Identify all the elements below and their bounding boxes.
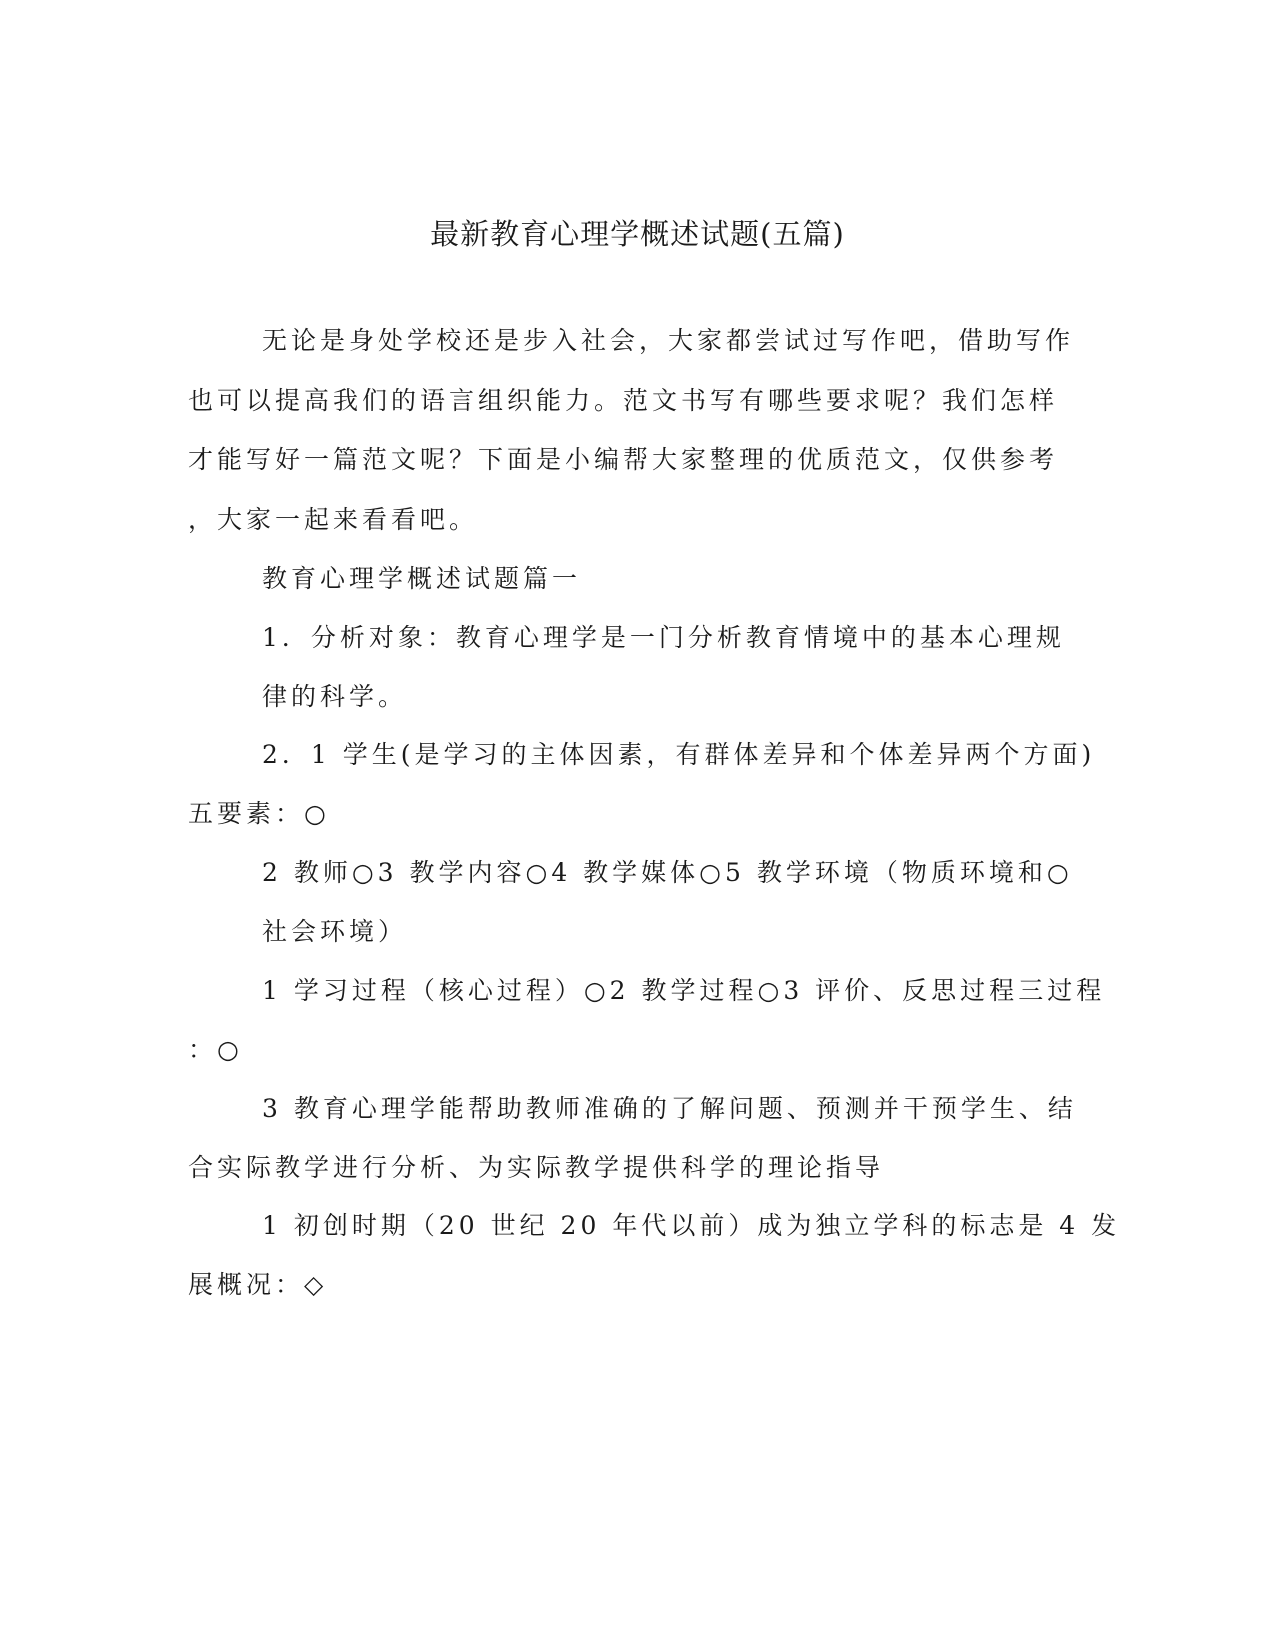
body-line-10: 合实际教学进行分析、为实际教学提供科学的理论指导 [188, 1153, 885, 1182]
body-line-5: 2 教师○3 教学内容○4 教学媒体○5 教学环境（物质环境和○ [262, 858, 1073, 887]
body-line-7: 1 学习过程（核心过程）○2 教学过程○3 评价、反思过程三过程 [262, 976, 1106, 1005]
intro-line-3: 才能写好一篇范文呢？下面是小编帮大家整理的优质范文，仅供参考 [188, 445, 1059, 474]
body-line-4: 五要素：○ [188, 799, 330, 828]
body-line-8: ：○ [188, 1035, 243, 1064]
document-title: 最新教育心理学概述试题(五篇) [430, 217, 845, 251]
body-line-3: 2．1 学生(是学习的主体因素，有群体差异和个体差异两个方面) [262, 740, 1096, 769]
section-heading: 教育心理学概述试题篇一 [262, 564, 582, 593]
body-line-2: 律的科学。 [262, 682, 408, 711]
body-line-12: 展概况：◇ [188, 1270, 328, 1299]
body-line-6: 社会环境） [262, 917, 408, 946]
body-line-1: 1．分析对象：教育心理学是一门分析教育情境中的基本心理规 [262, 623, 1065, 652]
intro-line-1: 无论是身处学校还是步入社会，大家都尝试过写作吧，借助写作 [262, 326, 1075, 355]
intro-line-2: 也可以提高我们的语言组织能力。范文书写有哪些要求呢？我们怎样 [188, 386, 1059, 415]
body-line-11: 1 初创时期（20 世纪 20 年代以前）成为独立学科的标志是 4 发 [262, 1211, 1121, 1240]
body-line-9: 3 教育心理学能帮助教师准确的了解问题、预测并干预学生、结 [262, 1094, 1077, 1123]
intro-line-4: ，大家一起来看看吧。 [188, 505, 479, 534]
